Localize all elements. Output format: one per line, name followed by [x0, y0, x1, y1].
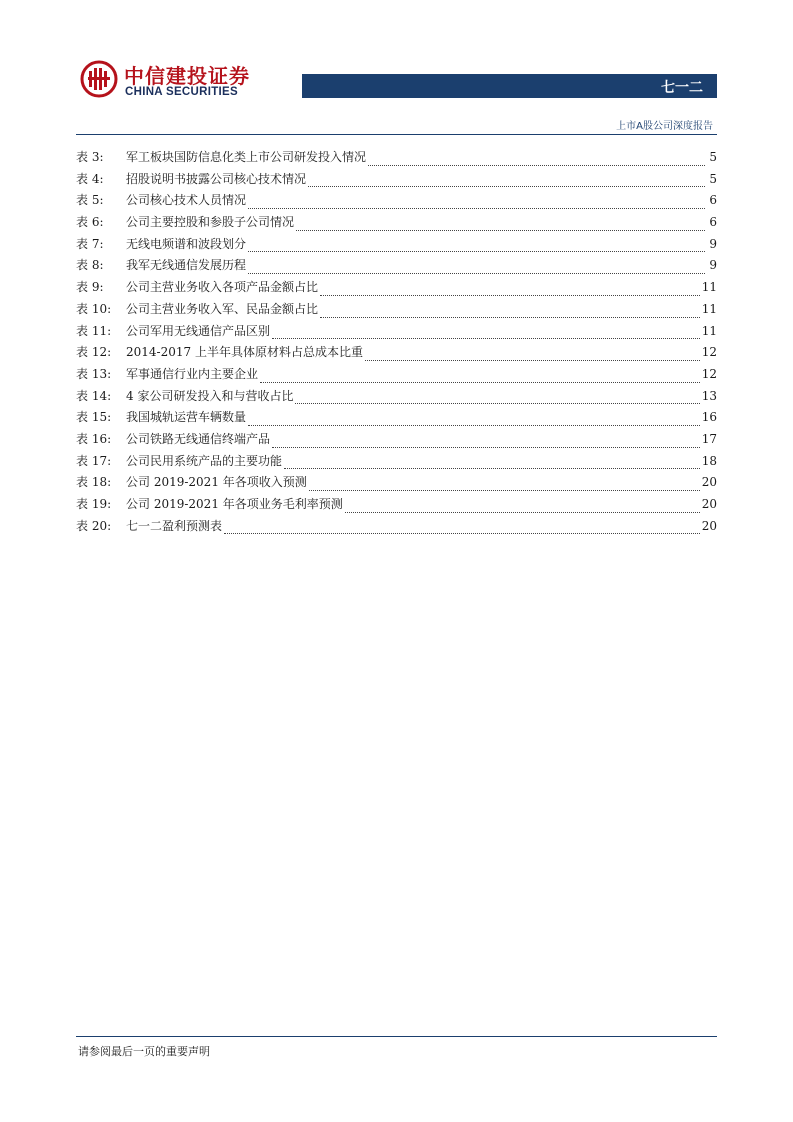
toc-entry-title: 我军无线通信发展历程	[126, 258, 247, 273]
toc-entry-page: 12	[701, 366, 717, 381]
toc-entry-page: 5	[709, 171, 717, 186]
toc-leader-dots	[295, 402, 699, 404]
toc-entry[interactable]	[76, 237, 717, 259]
toc-leader-dots	[272, 446, 700, 448]
toc-entry[interactable]	[76, 497, 717, 519]
toc-entry-page: 6	[709, 193, 717, 208]
toc-entry[interactable]	[76, 172, 717, 194]
company-name: 七一二	[661, 80, 703, 96]
toc-entry-title: 公司主营业务收入各项产品金额占比	[126, 280, 319, 295]
table-of-contents	[76, 150, 717, 540]
toc-entry[interactable]	[76, 389, 717, 411]
toc-entry-title: 军工板块国防信息化类上市公司研发投入情况	[126, 150, 367, 164]
toc-entry-title: 公司主营业务收入军、民品金额占比	[126, 301, 319, 316]
toc-entry-title: 公司铁路无线通信终端产品	[126, 431, 271, 446]
toc-entry[interactable]	[76, 193, 717, 215]
toc-entry-number: 表 4:	[76, 171, 104, 186]
toc-leader-dots	[248, 207, 705, 209]
toc-entry-number: 表 9:	[76, 280, 104, 295]
toc-entry-number: 表 10:	[76, 301, 112, 316]
toc-entry-title: 4 家公司研发投入和与营收占比	[126, 388, 294, 403]
toc-entry-page: 11	[701, 280, 717, 295]
toc-entry-number: 表 17:	[76, 453, 112, 468]
toc-entry-page: 6	[709, 215, 717, 230]
toc-entry-number: 表 16:	[76, 431, 112, 446]
logo-english-name: CHINA SECURITIES	[125, 86, 238, 98]
toc-entry[interactable]	[76, 519, 717, 541]
footer-disclaimer: 请参阅最后一页的重要声明	[78, 1045, 210, 1058]
toc-entry-number: 表 12:	[76, 345, 112, 360]
report-type: 上市A股公司深度报告	[616, 121, 713, 132]
toc-entry-page: 9	[709, 236, 717, 251]
toc-entry[interactable]	[76, 215, 717, 237]
toc-entry-number: 表 20:	[76, 518, 112, 533]
toc-entry-page: 11	[701, 301, 717, 316]
toc-entry-title: 公司民用系统产品的主要功能	[126, 453, 283, 468]
toc-entry-number: 表 11:	[76, 323, 112, 338]
company-logo	[80, 60, 300, 102]
toc-entry-page: 16	[701, 410, 717, 425]
toc-entry[interactable]	[76, 324, 717, 346]
toc-entry[interactable]	[76, 258, 717, 280]
toc-entry[interactable]	[76, 475, 717, 497]
toc-entry-title: 军事通信行业内主要企业	[126, 366, 259, 381]
toc-entry[interactable]	[76, 345, 717, 367]
toc-entry-number: 表 5:	[76, 193, 104, 208]
toc-entry-page: 20	[701, 475, 717, 490]
toc-entry[interactable]	[76, 302, 717, 324]
toc-leader-dots	[368, 164, 705, 166]
toc-leader-dots	[248, 272, 705, 274]
toc-entry[interactable]	[76, 367, 717, 389]
toc-entry-number: 表 7:	[76, 236, 104, 251]
toc-entry-page: 20	[701, 497, 717, 511]
toc-entry[interactable]	[76, 432, 717, 454]
toc-entry-number: 表 14:	[76, 388, 112, 403]
toc-entry-page: 13	[701, 388, 717, 403]
toc-entry-title: 公司军用无线通信产品区别	[126, 323, 271, 338]
toc-entry-page: 18	[701, 453, 717, 468]
toc-entry-number: 表 3:	[76, 150, 104, 164]
header-bar	[302, 74, 717, 98]
toc-entry-number: 表 18:	[76, 475, 112, 490]
toc-leader-dots	[365, 359, 700, 361]
toc-entry[interactable]	[76, 410, 717, 432]
toc-entry-number: 表 6:	[76, 215, 104, 230]
toc-entry-title: 招股说明书披露公司核心技术情况	[126, 171, 307, 186]
toc-entry[interactable]	[76, 454, 717, 476]
toc-leader-dots	[309, 489, 700, 491]
toc-entry-title: 公司核心技术人员情况	[126, 193, 247, 208]
toc-entry-number: 表 13:	[76, 366, 112, 381]
toc-entry[interactable]	[76, 150, 717, 172]
toc-entry-number: 表 19:	[76, 497, 112, 511]
toc-leader-dots	[224, 532, 700, 534]
toc-entry-number: 表 8:	[76, 258, 104, 273]
toc-entry-page: 12	[701, 345, 717, 360]
toc-leader-dots	[308, 185, 705, 187]
toc-leader-dots	[284, 467, 700, 469]
toc-leader-dots	[272, 337, 700, 339]
toc-entry-page: 5	[709, 150, 717, 164]
toc-entry-title: 公司主要控股和参股子公司情况	[126, 215, 295, 230]
toc-entry-page: 11	[701, 323, 717, 338]
toc-entry-title: 七一二盈利预测表	[126, 518, 223, 533]
toc-entry[interactable]	[76, 280, 717, 302]
footer-divider	[76, 1036, 717, 1037]
toc-leader-dots	[248, 250, 705, 252]
toc-leader-dots	[320, 294, 700, 296]
toc-leader-dots	[296, 229, 705, 231]
toc-leader-dots	[345, 511, 700, 513]
toc-leader-dots	[260, 381, 700, 383]
header-divider	[76, 134, 717, 135]
logo-chinese-name: 中信建投证券	[124, 64, 250, 88]
toc-entry-title: 公司 2019-2021 年各项业务毛利率预测	[126, 497, 343, 511]
toc-entry-page: 17	[701, 431, 717, 446]
toc-entry-title: 我国城轨运营车辆数量	[126, 410, 247, 425]
toc-leader-dots	[248, 424, 700, 426]
toc-leader-dots	[320, 316, 700, 318]
toc-entry-title: 公司 2019-2021 年各项收入预测	[126, 475, 307, 490]
toc-entry-number: 表 15:	[76, 410, 112, 425]
toc-entry-page: 9	[709, 258, 717, 273]
china-securities-logo-icon	[80, 60, 118, 98]
toc-entry-title: 2014-2017 上半年具体原材料占总成本比重	[126, 345, 363, 360]
toc-entry-page: 20	[701, 518, 717, 533]
toc-entry-title: 无线电频谱和波段划分	[126, 236, 247, 251]
